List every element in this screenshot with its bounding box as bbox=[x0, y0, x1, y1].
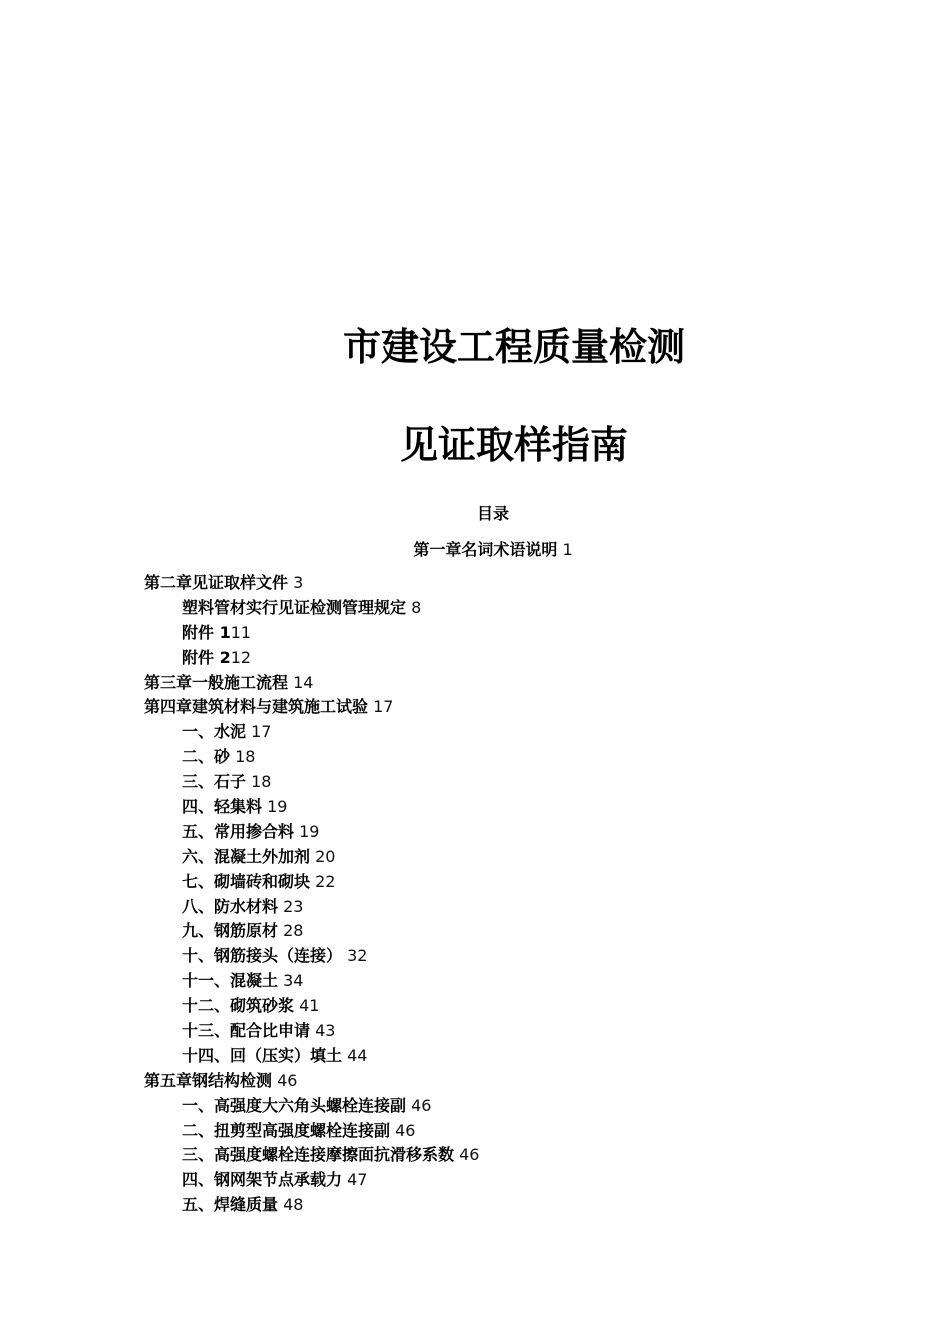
toc-entry-page: 46 bbox=[395, 1120, 416, 1140]
toc-entry-page: 8 bbox=[411, 597, 422, 617]
toc-entry-section[interactable] bbox=[144, 1144, 479, 1169]
toc-entry-label: 三、高强度螺栓连接摩擦面抗滑移系数 bbox=[182, 1145, 455, 1165]
toc-entry-label: 一、高强度大六角头螺栓连接副 bbox=[182, 1095, 407, 1115]
toc-entry-section[interactable] bbox=[144, 1045, 479, 1070]
toc-entry-label: 八、防水材料 bbox=[182, 896, 279, 916]
toc-entry-label: 六、混凝土外加剂 bbox=[182, 846, 311, 866]
toc-entry-page: 23 bbox=[283, 896, 304, 916]
toc-entry-page: 28 bbox=[283, 921, 304, 941]
toc-entry-page: 17 bbox=[373, 697, 394, 717]
toc-entry-section[interactable] bbox=[144, 970, 479, 995]
toc-entry-page: 14 bbox=[293, 672, 314, 692]
toc-entry-chapter[interactable] bbox=[144, 1070, 479, 1095]
toc-entry-section[interactable] bbox=[144, 622, 479, 647]
toc-entry-label: 塑料管材实行见证检测管理规定 bbox=[182, 597, 407, 617]
toc-entry-section[interactable] bbox=[144, 846, 479, 871]
toc-entry-label: 第三章一般施工流程 bbox=[144, 672, 289, 692]
toc-entry-page: 19 bbox=[267, 797, 288, 817]
toc-entry-label: 二、扭剪型高强度螺栓连接副 bbox=[182, 1120, 391, 1140]
toc-entry-page: 3 bbox=[293, 573, 304, 592]
toc-entry-page: 22 bbox=[315, 871, 336, 891]
toc-entry-section[interactable] bbox=[144, 995, 479, 1020]
toc-entry-section[interactable] bbox=[144, 945, 479, 970]
toc-entry-page: 18 bbox=[235, 747, 256, 767]
toc-entry-label: 十、钢筋接头（连接） bbox=[182, 946, 343, 966]
toc-entry-chapter-1[interactable] bbox=[0, 537, 950, 560]
toc-entry-label: 五、焊缝质量 bbox=[182, 1195, 279, 1215]
toc-entry-label: 一、水泥 bbox=[182, 722, 247, 742]
toc-entry-label: 十二、砌筑砂浆 bbox=[182, 996, 295, 1016]
toc-heading: 目录 bbox=[476, 504, 509, 523]
toc-entry-section[interactable] bbox=[144, 597, 479, 622]
toc-entry-page: 46 bbox=[459, 1145, 480, 1165]
toc-entry-section[interactable] bbox=[144, 871, 479, 896]
toc-entry-page: 48 bbox=[283, 1195, 304, 1215]
document-title-line-2: 见证取样指南 bbox=[399, 423, 628, 467]
toc-entry-page: 11 bbox=[230, 622, 252, 642]
toc-entry-label: 第四章建筑材料与建筑施工试验 bbox=[144, 697, 369, 717]
document-title-line-1: 市建设工程质量检测 bbox=[342, 325, 685, 369]
toc-entry-page: 17 bbox=[251, 722, 272, 742]
toc-entry-section[interactable] bbox=[144, 1095, 479, 1120]
toc-entry-chapter[interactable] bbox=[144, 696, 479, 721]
toc-entry-label: 五、常用掺合料 bbox=[182, 821, 295, 841]
toc-entry-page: 44 bbox=[347, 1045, 368, 1065]
toc-entry-label: 十三、配合比申请 bbox=[182, 1021, 311, 1041]
toc-entry-page: 32 bbox=[347, 946, 368, 966]
toc-entry-label: 第五章钢结构检测 bbox=[144, 1070, 273, 1090]
toc-entry-page: 18 bbox=[251, 772, 272, 792]
toc-entry-section[interactable] bbox=[144, 896, 479, 921]
toc-entry-label: 三、石子 bbox=[182, 772, 247, 792]
toc-entry-section[interactable] bbox=[144, 746, 479, 771]
toc-entry-section[interactable] bbox=[144, 721, 479, 746]
toc-entry-section[interactable] bbox=[144, 1169, 479, 1194]
toc-entry-section[interactable] bbox=[144, 647, 479, 672]
toc-entry-label: 第二章见证取样文件 bbox=[144, 573, 289, 592]
toc-entry-label: 七、砌墙砖和砌块 bbox=[182, 871, 311, 891]
toc-entry-label: 十一、混凝土 bbox=[182, 971, 279, 991]
toc-entry-page: 12 bbox=[230, 647, 252, 667]
toc-entry-page: 47 bbox=[347, 1170, 368, 1190]
toc-entry-section[interactable] bbox=[144, 1194, 479, 1219]
toc-entry-page: 19 bbox=[299, 821, 320, 841]
toc-entry-label: 四、钢网架节点承载力 bbox=[182, 1170, 343, 1190]
toc-entry-page: 1 bbox=[562, 540, 573, 559]
toc-entry-label: 十四、回（压实）填土 bbox=[182, 1045, 343, 1065]
toc-entry-label: 附件 2 bbox=[182, 647, 231, 667]
toc-entry-section[interactable] bbox=[144, 1120, 479, 1145]
toc-entry-chapter[interactable] bbox=[144, 572, 479, 597]
toc-entry-page: 46 bbox=[411, 1095, 432, 1115]
toc-entry-section[interactable] bbox=[144, 771, 479, 796]
toc-entry-label: 二、砂 bbox=[182, 747, 231, 767]
toc-entry-page: 34 bbox=[283, 971, 304, 991]
toc-entry-label: 第一章名词术语说明 bbox=[413, 540, 558, 559]
toc-entry-chapter[interactable] bbox=[144, 672, 479, 697]
toc-entry-section[interactable] bbox=[144, 1020, 479, 1045]
toc-entry-page: 46 bbox=[277, 1070, 298, 1090]
toc-entry-section[interactable] bbox=[144, 821, 479, 846]
toc-entry-page: 20 bbox=[315, 846, 336, 866]
toc-entry-section[interactable] bbox=[144, 920, 479, 945]
toc-entry-page: 41 bbox=[299, 996, 320, 1016]
toc-entry-label: 四、轻集料 bbox=[182, 797, 263, 817]
toc-entry-section[interactable] bbox=[144, 796, 479, 821]
toc-entry-label: 附件 1 bbox=[182, 622, 231, 642]
table-of-contents bbox=[144, 572, 479, 1219]
toc-entry-page: 43 bbox=[315, 1021, 336, 1041]
toc-entry-label: 九、钢筋原材 bbox=[182, 921, 279, 941]
